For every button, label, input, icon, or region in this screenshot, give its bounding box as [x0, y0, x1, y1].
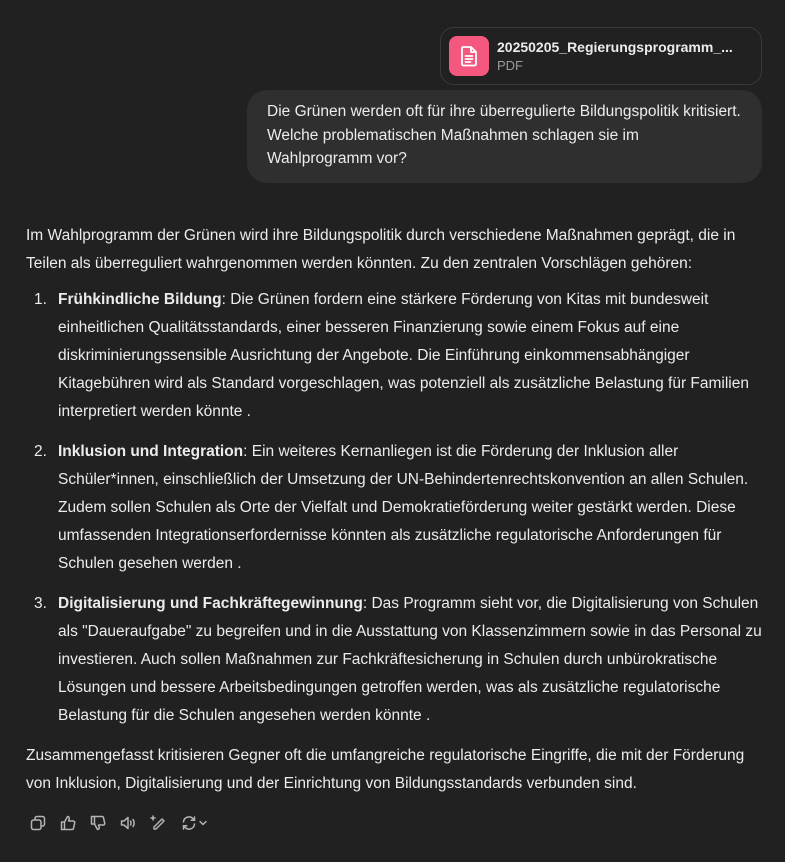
user-message: Die Grünen werden oft für ihre überregulierte Bildungspolitik kritisiert. Welche problematischen Maßnahmen schlagen sie im Wahlprogramm vor?: [247, 90, 762, 183]
thumbs-up-icon: [59, 814, 77, 832]
proposal-list: [26, 286, 766, 730]
list-number: 2.: [34, 443, 47, 460]
list-number: 3.: [34, 595, 47, 612]
file-name: 20250205_Regierungsprogramm_...: [497, 39, 733, 55]
message-actions: [26, 811, 212, 835]
assistant-intro: Im Wahlprogramm der Grünen wird ihre Bildungspolitik durch verschiedene Maßnahmen geprägt, die in Teilen als überreguliert wahrgenommen werden könnten. Zu den zentralen Vorschlägen gehören:: [26, 227, 736, 272]
chevron-down-icon: [198, 818, 208, 828]
edit-canvas-button[interactable]: [146, 811, 170, 835]
refresh-icon: [180, 814, 198, 832]
speaker-icon: [119, 814, 137, 832]
list-item: [26, 286, 766, 426]
document-icon: [449, 36, 489, 76]
file-type: PDF: [497, 58, 523, 73]
pencil-sparkle-icon: [149, 814, 167, 832]
copy-icon: [29, 814, 47, 832]
thumbs-down-button[interactable]: [86, 811, 110, 835]
thumbs-down-icon: [89, 814, 107, 832]
attachment-card[interactable]: [440, 27, 762, 85]
item-text: : Das Programm sieht vor, die Digitalisierung von Schulen als "Daueraufgabe" zu begreifen und in die Ausstattung von Klassenzimmern sowie in das Personal zu investieren. Auch sollen Maßnahmen zur Fachkräftesicherung in Schulen durch unbürokratische Lösungen und bessere Arbeitsbedingungen getroffen werden, was als zusätzliche regulatorische Belastung für die Schulen angesehen werden könnte .: [58, 595, 762, 724]
assistant-message: [26, 222, 766, 798]
item-title: Inklusion und Integration: [58, 443, 244, 460]
item-title: Frühkindliche Bildung: [58, 291, 222, 308]
copy-button[interactable]: [26, 811, 50, 835]
read-aloud-button[interactable]: [116, 811, 140, 835]
list-number: 1.: [34, 291, 47, 308]
item-text: : Ein weiteres Kernanliegen ist die Förderung der Inklusion aller Schüler*innen, einschließlich der Umsetzung der UN-Behindertenrechtskonvention an allen Schulen. Zudem sollen Schulen als Orte der Vielfalt und Demokratieförderung weiter gestärkt werden. Diese umfassenden Integrationserfordernisse könnten als zusätzliche regulatorische Anforderungen für Schulen gesehen werden .: [58, 443, 749, 572]
list-item: [26, 438, 766, 578]
assistant-summary: Zusammengefasst kritisieren Gegner oft die umfangreiche regulatorische Eingriffe, die mit der Förderung von Inklusion, Digitalisierung und der Einrichtung von Bildungsstandards verbunden sind.: [26, 747, 745, 792]
regenerate-button[interactable]: [176, 811, 212, 835]
item-title: Digitalisierung und Fachkräftegewinnung: [58, 595, 363, 612]
item-text: : Die Grünen fordern eine stärkere Förderung von Kitas mit bundesweit einheitlichen Qualitätsstandards, einer besseren Finanzierung sowie einem Fokus auf eine diskriminierungssensible Ausrichtung der Angebote. Die Einführung einkommensabhängiger Kitagebühren wird als Standard vorgeschlagen, was potenziell als zusätzliche Belastung für Familien interpretiert werden könnte .: [58, 291, 749, 420]
thumbs-up-button[interactable]: [56, 811, 80, 835]
list-item: [26, 590, 766, 730]
